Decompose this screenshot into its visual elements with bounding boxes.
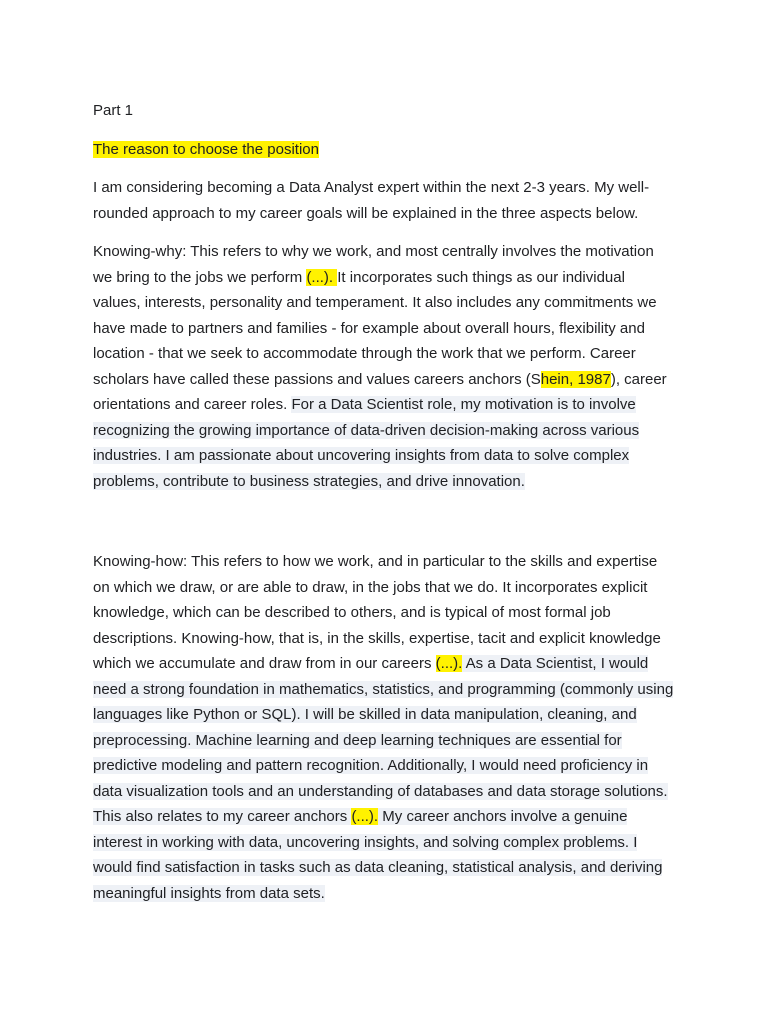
knowing-why-text-2: It incorporates such things as our individual values, interests, personality and temperament. It also includes any commitments we have made to partners and families - for example about overall hours, flexibility and location - that we seek to accommodate through the work that we perform. Career scholars have called these passions and values careers anchors (S bbox=[93, 268, 657, 388]
knowing-why-paragraph bbox=[93, 239, 675, 494]
part-label: Part 1 bbox=[93, 102, 134, 119]
citation-highlight: (...). bbox=[435, 655, 463, 672]
knowing-why-text-3: ), career orientations and career roles. bbox=[93, 370, 667, 413]
knowing-why-tinted-text: For a Data Scientist role, my motivation is to involve recognizing the growing importance of data-driven decision-making across various industries. I am passionate about uncovering insights from data to solve complex problems, contribute to business strategies, and drive innovation. bbox=[93, 396, 640, 490]
intro-paragraph: I am considering becoming a Data Analyst expert within the next 2-3 years. My well-rounded approach to my career goals will be explained in the three aspects below. bbox=[93, 179, 650, 222]
knowing-how-tinted-text-1: As a Data Scientist, I would need a strong foundation in mathematics, statistics, and programming (commonly using languages like Python or SQL). I will be skilled in data manipulation, cleaning, and preprocessing. Machine learning and deep learning techniques are essential for predictive modeling and pattern recognition. Additionally, I would need proficiency in data visualization tools and an understanding of databases and data storage solutions. This also relates to my career anchors bbox=[93, 655, 674, 825]
knowing-how-tinted-text-2: My career anchors involve a genuine interest in working with data, uncovering insights, and solving complex problems. I would find satisfaction in tasks such as data cleaning, statistical analysis, and deriving meaningful insights from data sets. bbox=[93, 808, 663, 902]
section-title-highlight: The reason to choose the position bbox=[93, 140, 319, 158]
section-title bbox=[93, 137, 675, 163]
citation-highlight: hein, 1987 bbox=[540, 370, 611, 388]
knowing-how-paragraph bbox=[93, 549, 675, 906]
knowing-why-text-1: Knowing-why: This refers to why we work, and most centrally involves the motivation we bring to the jobs we perform bbox=[93, 243, 654, 286]
citation-highlight: (...). bbox=[306, 268, 338, 286]
document-page bbox=[93, 98, 675, 919]
knowing-how-text-1: Knowing-how: This refers to how we work, and in particular to the skills and expertise on which we draw, or are able to draw, in the jobs that we do. It incorporates explicit knowledge, which can be described to others, and is typical of most formal job descriptions. Knowing-how, that is, in the skills, expertise, tacit and explicit knowledge which we accumulate and draw from in our careers bbox=[93, 553, 661, 672]
blank-line bbox=[93, 507, 675, 549]
citation-highlight: (...). bbox=[351, 808, 379, 825]
